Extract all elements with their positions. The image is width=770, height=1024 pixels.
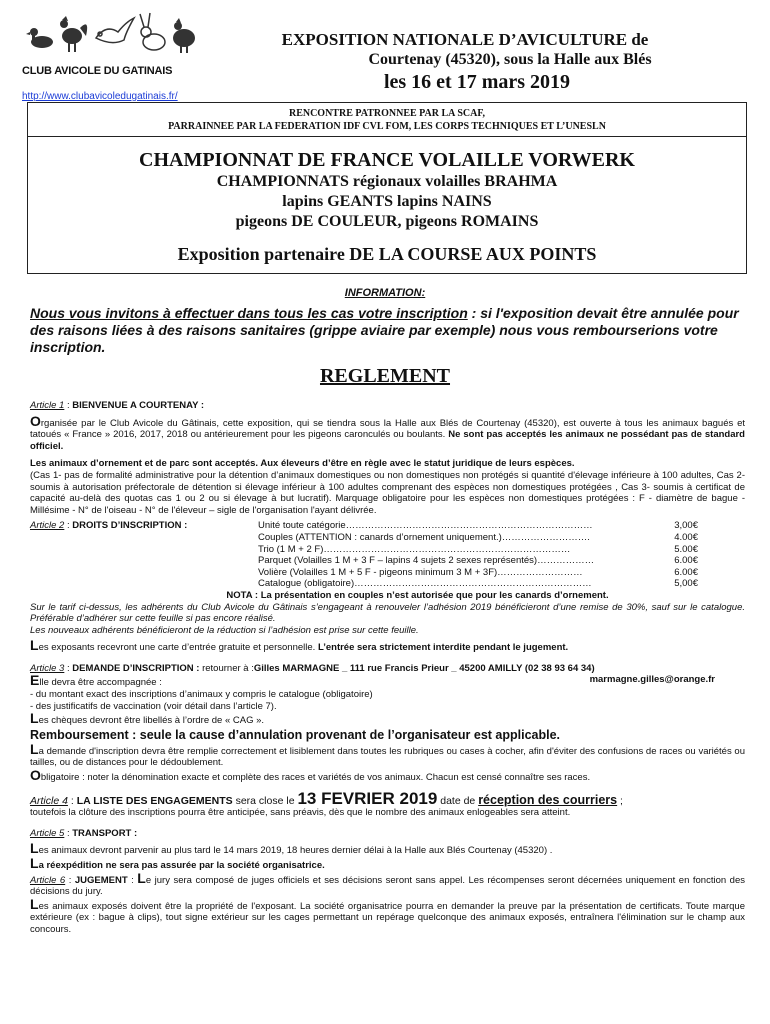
exhibition-location: Courtenay (45320), sous la Halle aux Blés (368, 51, 652, 68)
article-3-p1-initial: E (30, 672, 40, 689)
exhibition-heading (255, 30, 675, 94)
exhibition-title: EXPOSITION NATIONALE D’AVICULTURE de (281, 30, 649, 49)
article-6-sep: : (65, 874, 75, 886)
championship-line-2: lapins GEANTS lapins NAINS (282, 193, 492, 210)
article-5-p2-bold: a réexpédition ne sera pas assurée par la société organisatrice. (38, 860, 325, 871)
article-3-title: DEMANDE D’INSCRIPTION : (72, 662, 200, 674)
partner-exhibition: Exposition partenaire DE LA COURSE AUX POINTS (177, 244, 597, 264)
article-3-line (30, 674, 745, 689)
article-4-sep: : (67, 794, 77, 807)
tarif-row (258, 578, 698, 590)
article-2-title: DROITS D’INSCRIPTION : (72, 520, 188, 532)
patronage-line-1: RENCONTRE PATRONNEE PAR LA SCAF, (288, 108, 486, 119)
tarif-item: Couples (ATTENTION : canards d’ornement uniquement.)………………………. (258, 531, 590, 543)
tarif-item: Parquet (Volailles 1 M + 3 F – lapins 4 sujets 2 sexes représentés)……………… (258, 555, 595, 567)
article-3-paragraph-4 (30, 769, 745, 784)
tarif-item: Trio (1 M + 2 F)…………………………………………………………………… (258, 543, 571, 555)
article-3-address: Gilles MARMAGNE _ 111 rue Francis Prieur _ 45200 AMILLY (02 38 93 64 34) (253, 662, 595, 674)
article-6-p1-initial: L (137, 869, 146, 886)
reglement-title: REGLEMENT (319, 365, 451, 387)
article-3-p2-text: es chèques devront être libellés à l’ordre de « CAG ». (38, 715, 265, 727)
tarif-item: Volière (Volailles 1 M + 5 F - pigeons minimum 3 M + 3F)……………………… (258, 566, 583, 578)
article-6-title: JUGEMENT (74, 874, 128, 886)
article-4-text-4: toutefois la clôture des inscriptions pourra être anticipée, sans préavis, dès que le nombre des animaux enlogeables sera atteint. (30, 807, 571, 819)
championship-box (27, 102, 747, 274)
information-label (0, 287, 770, 299)
article-3-bullet-2: - des justificatifs de vaccination (voir détail dans l’article 7). (30, 700, 277, 712)
information-label-suffix: : (421, 287, 426, 299)
club-website-link[interactable]: http://www.clubavicoledugatinais.fr/ (22, 91, 178, 102)
article-6-p2-text: es animaux exposés doivent être la propriété de l'exposant. La société organisatrice pourra en demander la preuve par la présentation de certificats. Toute marque extérieure (ex : bague à clips), tout signe extérieur sur les cages permettant un repérage quelconque des animaux exposés, entraînera l'élimination sur le champ aux concours. (30, 900, 745, 935)
article-6-label: Article 6 (30, 874, 66, 886)
tarif-row (258, 532, 698, 544)
article-3-refund-text: : seule la cause d’annulation provenant de l’organisateur est applicable. (128, 727, 561, 742)
article-1-p2-bold: Les animaux d’ornement et de parc sont acceptés. Aux éleveurs d’être en règle avec le statut juridique de leurs espèces. (30, 458, 575, 470)
information-label-text: INFORMATION (344, 287, 422, 299)
club-logo-area (22, 12, 252, 102)
article-4-text-2: date de (437, 794, 479, 807)
article-5-paragraph-1 (30, 842, 745, 857)
article-3-return: retourner à : (199, 662, 254, 674)
information-body: : si l'exposition devait être annulée pour des raisons liées à des raisons sanitaires (grippe aviaire par exemple) nous vous rembourserions votre inscription. (30, 305, 739, 355)
article-4-closing-date: 13 FEVRIER 2019 (297, 788, 438, 808)
championship-line-1: CHAMPIONNATS régionaux volailles BRAHMA (216, 173, 558, 190)
animals-logo-icon (26, 12, 196, 56)
article-1-p1-text: rganisée par le Club Avicole du Gâtinais, cette exposition, qui se tiendra sous la Halle aux Blés de Courtenay (45320), est ouverte à tous les animaux bagués et tatoués « France » 2016, 2017, 2018 ou antérieurement pour les pigeons caronculés ou boulants. (30, 417, 745, 441)
article-5-p2-initial: L (30, 855, 39, 871)
championship-line-3: pigeons DE COULEUR, pigeons ROMAINS (235, 213, 539, 230)
article-4-label: Article 4 (30, 794, 68, 807)
article-3-paragraph-1 (30, 674, 162, 689)
article-3-p3-initial: L (30, 740, 39, 757)
patronage-line-2: PARRAINNEE PAR LA FEDERATION IDF CVL FOM, LES CORPS TECHNIQUES ET L’UNESLN (168, 121, 606, 132)
article-1-paragraph-1 (30, 412, 745, 453)
article-6-paragraph-2 (30, 895, 745, 936)
article-2-note-2: Les nouveaux adhérents bénéficieront de la réduction si l’adhésion est prise sur cette feuille. (30, 624, 419, 636)
article-5-heading (30, 828, 745, 840)
article-1-p2-text: (Cas 1- pas de formalité administrative pour la détention d’animaux domestiques ou non domestiques non protégés si quantité d'élevage inférieure à 100 adultes, Cas 2-soumis à autorisation préfectorale de détention si élevage inférieur à 100 adultes comprenant des espèces non domestiques protégées , Cas 3- soumis à certificat de capacité au-delà des quotas cas 1 ou 2 ou si élevage à but lucratif). Marquage obligatoire pour les espèces non domestiques protégées : F - diamètre de bague - Millésime - N° de l'oiseau - N° de l'éleveur – sigle de l'organisation l'ayant délivrée. (30, 469, 745, 516)
article-2-heading (30, 520, 258, 590)
tarif-list (258, 520, 698, 590)
tarif-item: Unité toute catégorie…………………………………………………………………… (258, 520, 593, 532)
article-3-label: Article 3 (30, 662, 65, 674)
tarif-price: 6.00€ (674, 566, 698, 578)
tarif-price: 5.00€ (674, 543, 698, 555)
article-1-p1-initial: O (30, 412, 41, 429)
article-3-p4-initial: O (30, 767, 41, 784)
article-3-p4-text: bligatoire : noter la dénomination exacte et complète des races et variétés de vos animaux. Chacun est censé connaître ses races. (40, 772, 591, 784)
article-2-note-1: Sur le tarif ci-dessus, les adhérents du Club Avicole du Gâtinais s’engageant à renouveler l’adhésion 2019 bénéficieront d’une remise de 30%, sauf sur le catalogue. Préférable d’adhérer sur cette feuille si pas encore réalisé. (30, 601, 745, 625)
tarif-row (258, 567, 698, 579)
article-6-p2-initial: L (30, 895, 39, 912)
tarif-row (258, 520, 698, 532)
article-3-p2-initial: L (30, 710, 39, 727)
exhibition-dates: les 16 et 17 mars 2019 (383, 71, 571, 93)
article-3-heading (30, 663, 745, 675)
article-1-title: BIENVENUE A COURTENAY : (72, 400, 205, 411)
article-4-title: LA LISTE DES ENGAGEMENTS (76, 794, 233, 807)
article-5-p1-initial: L (30, 840, 39, 857)
tarif-price: 4.00€ (674, 531, 698, 543)
article-1-heading (30, 400, 745, 412)
article-4-heading (30, 788, 745, 808)
article-5-sep: : (64, 827, 73, 839)
article-5-title: TRANSPORT : (72, 827, 138, 839)
article-2-p-text: es exposants recevront une carte d’entrée gratuite et personnelle. (38, 642, 318, 654)
reglement-content (30, 400, 745, 936)
article-2-p-initial: L (30, 637, 39, 654)
article-5-label: Article 5 (30, 827, 65, 839)
tarif-row (258, 555, 698, 567)
tarif-price: 6.00€ (674, 555, 698, 567)
article-3-paragraph-2 (30, 712, 745, 727)
article-2-nota: NOTA : La présentation en couples n’est autorisée que pour les canards d’ornement. (226, 589, 609, 601)
article-3-p1-text: lle devra être accompagnée : (39, 677, 162, 689)
article-2-sep: : (64, 520, 73, 532)
tarif-row (258, 544, 698, 556)
article-3-sep: : (64, 662, 73, 674)
article-4-reception: réception des courriers (478, 792, 618, 807)
championship-title: CHAMPIONNAT DE FRANCE VOLAILLE VORWERK (139, 149, 635, 171)
article-3-bullet-1: - du montant exact des inscriptions d’animaux y compris le catalogue (obligatoire) (30, 689, 373, 701)
article-2-paragraph (30, 639, 745, 654)
article-3-paragraph-3 (30, 740, 745, 769)
tarif-item: Catalogue (obligatoire)………………………………………………………………… (258, 578, 592, 590)
article-3-p3-text: a demande d'inscription devra être remplie correctement et lisiblement dans toutes les rubriques ou cases à cocher, afin d'éviter des confusions de races ou variétés ou tailles, ou de distances pour le dédoublement. (30, 745, 745, 769)
article-2-tarifs (30, 520, 745, 590)
article-3-refund (30, 727, 745, 743)
article-5-p1-text: es animaux devront parvenir au plus tard le 14 mars 2019, 18 heures dernier délai à la Halle aux Blés Courtenay (45320) . (38, 845, 553, 857)
article-2-label: Article 2 (30, 520, 65, 532)
article-3-email: marmagne.gilles@orange.fr (589, 674, 715, 686)
information-lead: Nous vous invitons à effectuer dans tous les cas votre inscription (30, 305, 468, 321)
article-4-text-3: ; (617, 794, 623, 807)
article-2-p-bold: L’entrée sera strictement interdite pendant le jugement. (317, 642, 569, 654)
article-6-colon: : (127, 874, 138, 886)
tarif-price: 5,00€ (674, 578, 698, 590)
article-1-p1-bold: Ne sont pas acceptés les animaux ne possédant pas de standard officiel. (30, 429, 745, 452)
article-1-label: Article 1 (30, 400, 65, 411)
article-1-paragraph-2 (30, 458, 745, 516)
club-name: CLUB AVICOLE DU GATINAIS (22, 65, 173, 77)
article-3-refund-label: Remboursement (30, 727, 129, 742)
article-4-text-1: sera close le (232, 794, 298, 807)
tarif-price: 3,00€ (674, 520, 698, 532)
article-1-sep: : (64, 400, 73, 411)
box-divider (28, 136, 746, 137)
article-6-p1-text: e jury sera composé de juges officiels et ses décisions seront sans appel. Les récompenses seront décernées uniquement en fonction des décisions du jury. (30, 874, 745, 898)
information-text (30, 305, 745, 356)
article-6-paragraph-1 (30, 869, 745, 898)
